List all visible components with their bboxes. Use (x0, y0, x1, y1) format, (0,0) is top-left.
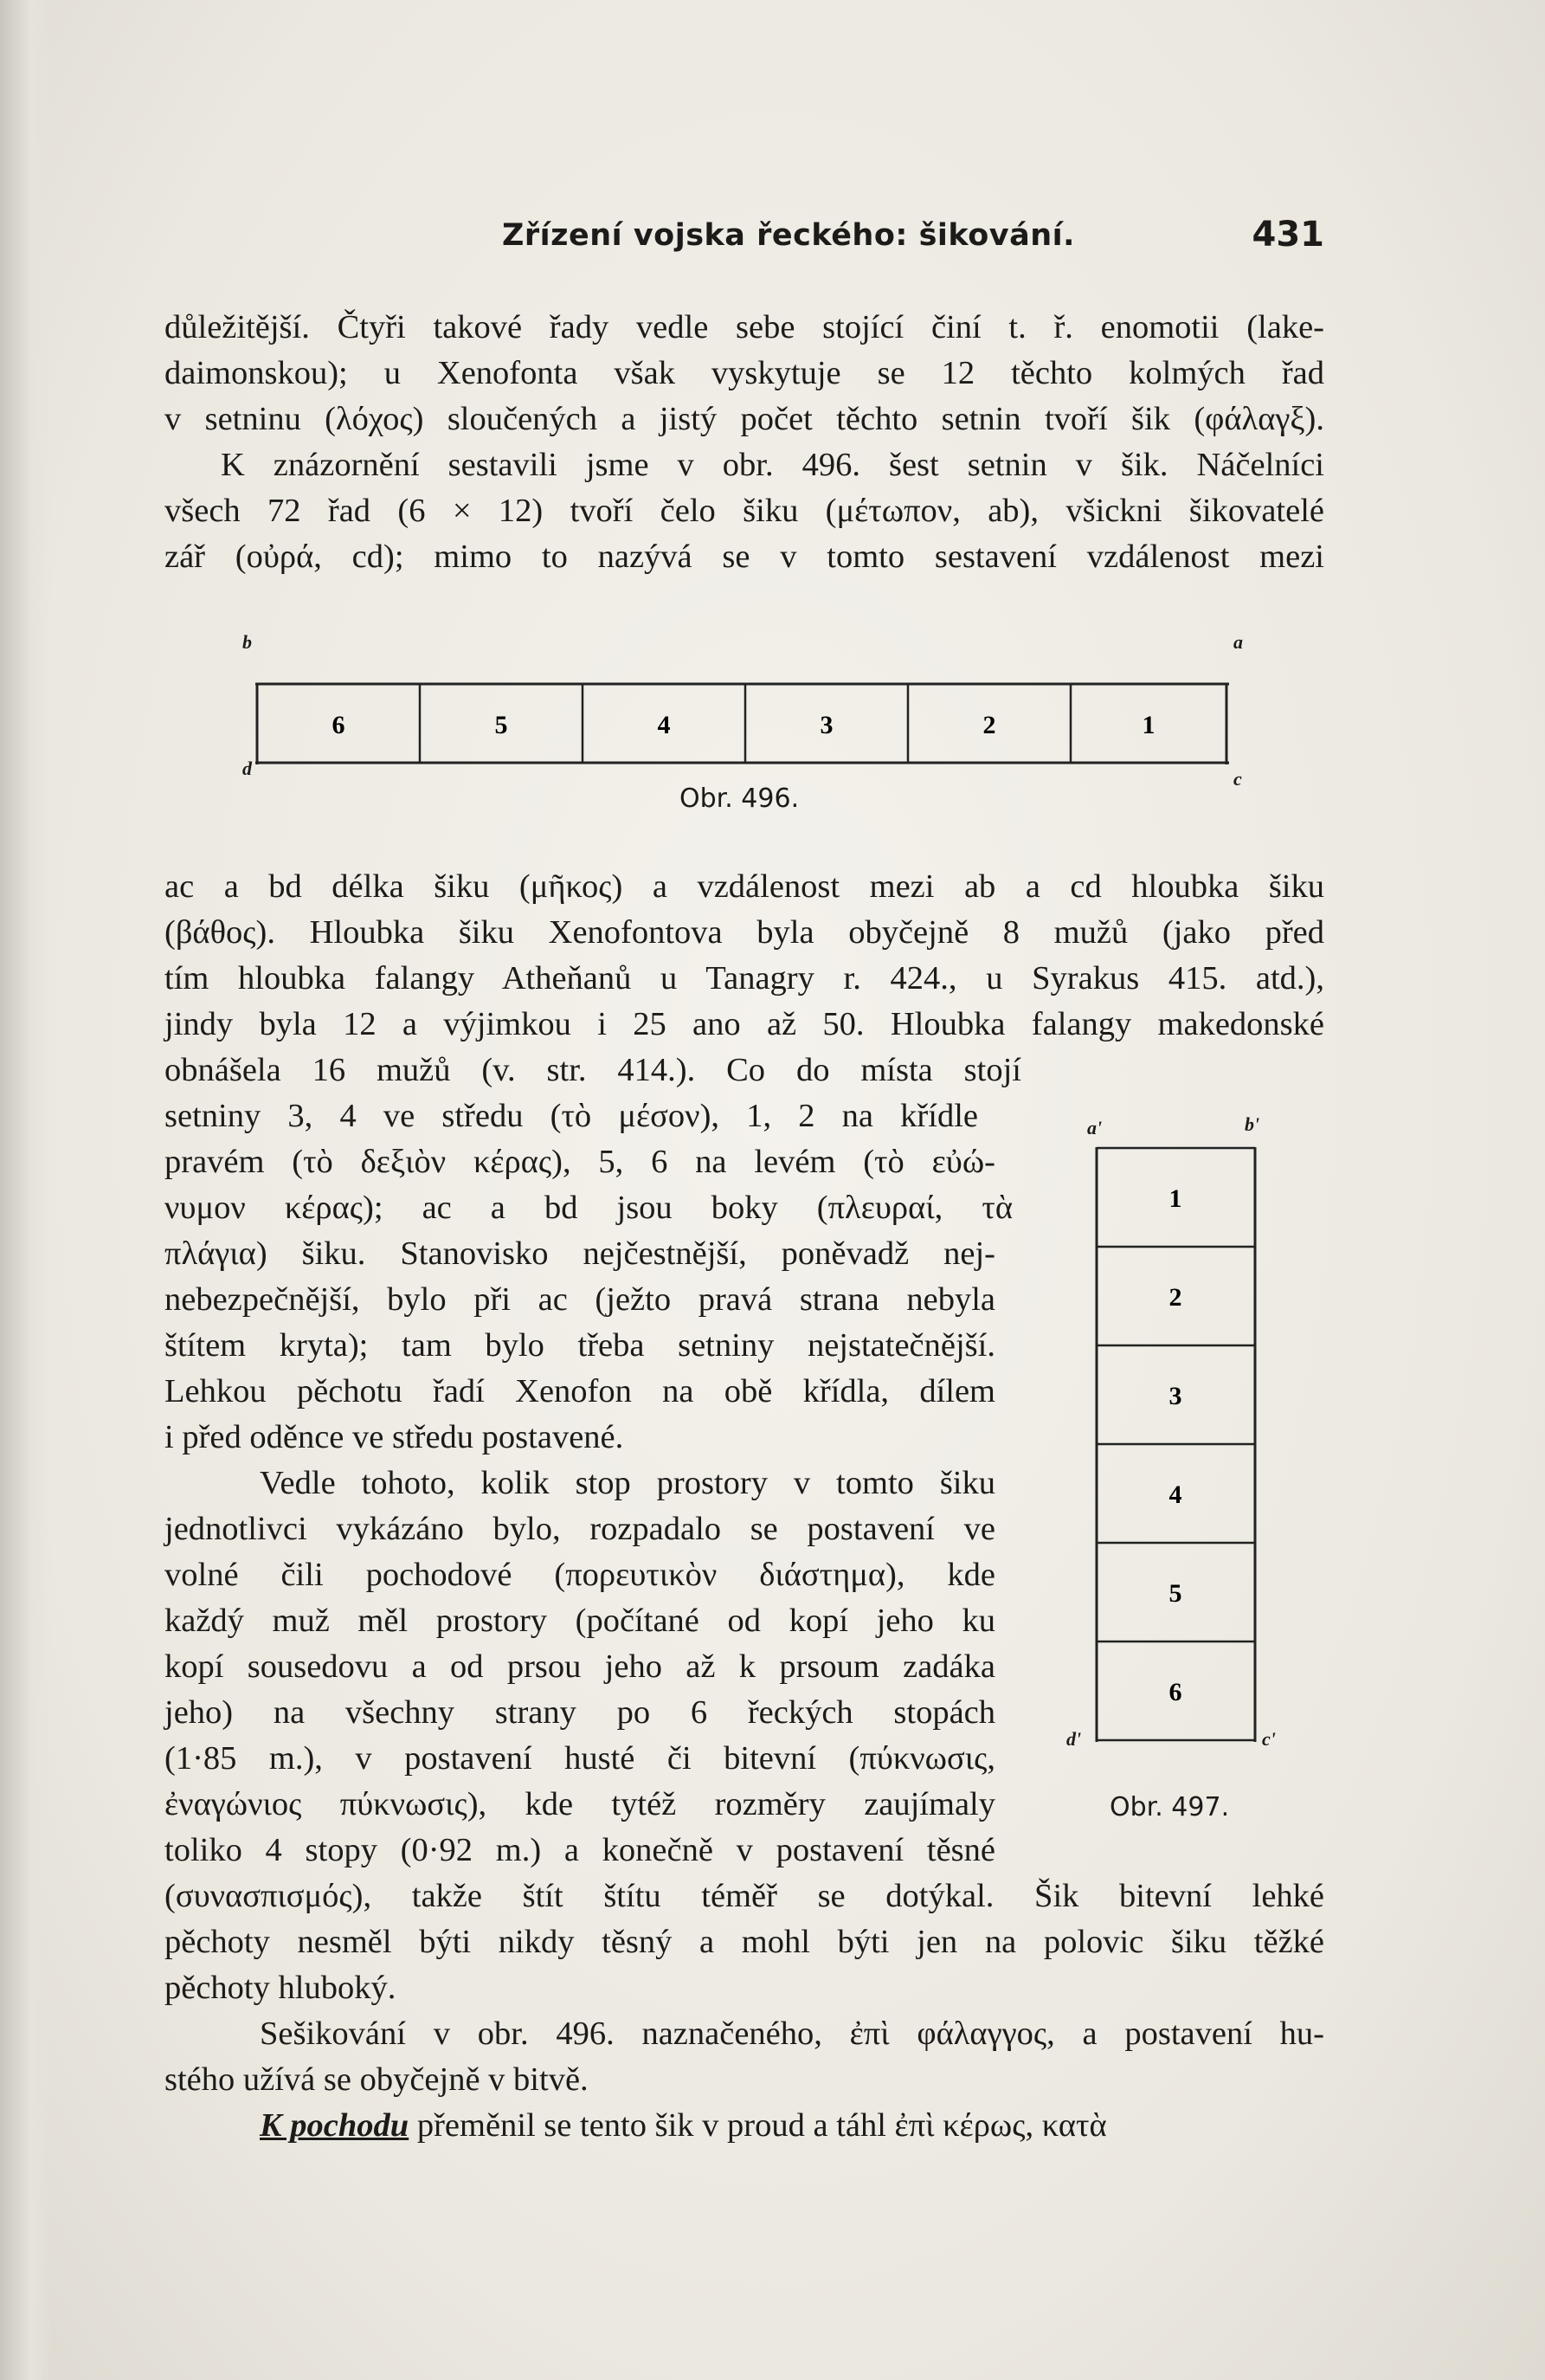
running-header (164, 215, 1324, 270)
unit-cell-6: 6 (1168, 1678, 1182, 1706)
unit-cell-3: 3 (820, 711, 834, 739)
corner-label-a-prime: a' (1087, 1117, 1103, 1138)
text-line: (συνασπισμός), takže štít štítu téměř se dotýkal. Šik bitevní lehké (164, 1878, 1324, 1914)
text-line: Sešikování v obr. 496. naznačeného, ἐπὶ φάλαγγος, a postavení hu- (260, 2016, 1324, 2052)
text-run: přeměnil se tento šik v proud a táhl ἐπὶ κέρως, κατὰ (409, 2107, 1107, 2144)
corner-label-a: a (1233, 631, 1243, 653)
text-line (164, 2103, 1324, 2149)
text-line: každý muž měl prostory (počítané od kopí jeho ku (164, 1603, 995, 1639)
text-line: (βάθος). Hloubka šiku Xenofontova byla obyčejně 8 mužů (jako před (164, 914, 1324, 951)
figure-caption: Obr. 497. (1110, 1792, 1230, 1822)
emphasis-lead: K pochodu (260, 2107, 409, 2144)
page-edge-shadow (0, 0, 52, 2380)
unit-cell-1: 1 (1142, 711, 1156, 739)
text-line: K znázornění sestavili jsme v obr. 496. šest setnin v šik. Náčelníci (221, 447, 1324, 483)
unit-cell-3: 3 (1168, 1382, 1182, 1410)
text-line: všech 72 řad (6 × 12) tvoří čelo šiku (μέτωπον, ab), všickni šikovatelé (164, 493, 1324, 529)
corner-label-b: b (242, 631, 252, 653)
unit-cell-2: 2 (1168, 1283, 1182, 1312)
text-line: pěchoty nesměl býti nikdy těsný a mohl býti jen na polovic šiku těžké (164, 1924, 1324, 1960)
paragraph-2-continued (164, 1048, 1021, 1461)
figure-caption: Obr. 496. (679, 784, 800, 814)
text-line: setniny 3, 4 ve středu (τὸ μέσον), 1, 2 na křídle (164, 1098, 978, 1134)
text-line: pěchoty hluboký. (164, 1970, 396, 2006)
text-line: volné čili pochodové (πορευτικὸν διάστημα), kde (164, 1557, 995, 1593)
text-line: zář (οὐρά, cd); mimo to nazývá se v tomto sestavení vzdálenost mezi (164, 539, 1324, 575)
page-number: 431 (1252, 215, 1324, 255)
figure-497 (1065, 1113, 1290, 1835)
text-line: jindy byla 12 a výjimkou i 25 ano až 50. Hloubka falangy makedonské (164, 1006, 1324, 1042)
figure-496 (238, 628, 1242, 827)
text-line: Lehkou pěchotu řadí Xenofon na obě křídla, dílem (164, 1373, 995, 1409)
corner-label-b-prime: b' (1245, 1113, 1260, 1135)
paragraph-4 (164, 2011, 1324, 2103)
unit-cell-2: 2 (982, 711, 996, 739)
unit-cell-1: 1 (1168, 1184, 1182, 1213)
paragraph-1 (164, 305, 1324, 580)
text-line: nebezpečnější, bylo při ac (ježto pravá strana nebyla (164, 1281, 995, 1318)
text-line: πλάγια) šiku. Stanovisko nejčestnější, poněvadž nej- (164, 1235, 995, 1272)
text-line: jednotlivci vykázáno bylo, rozpadalo se postavení ve (164, 1511, 995, 1547)
formation-diagram (238, 654, 1242, 784)
column-formation-diagram (1065, 1143, 1290, 1749)
text-line: pravém (τὸ δεξιὸν κέρας), 5, 6 na levém (τὸ εὐώ- (164, 1144, 995, 1180)
text-line: v setninu (λόχος) sloučených a jistý počet těchto setnin tvoří šik (φάλαγξ). (164, 401, 1324, 437)
text-line: daimonskou); u Xenofonta však vyskytuje se 12 těchto kolmých řad (164, 355, 1324, 391)
corner-label-c-prime: c' (1262, 1728, 1276, 1750)
text-line: (1·85 m.), v postavení husté či bitevní (πύκνωσις, (164, 1740, 995, 1777)
paragraph-3 (164, 1461, 995, 1874)
paragraph-5 (164, 2103, 1324, 2149)
text-line: ἐναγώνιος πύκνωσις), kde tytéž rozměry zaujímaly (164, 1786, 995, 1822)
unit-cell-4: 4 (657, 711, 671, 739)
text-line: νυμον κέρας); ac a bd jsou boky (πλευραί, τὰ (164, 1190, 1013, 1226)
text-line: i před oděnce ve středu postavené. (164, 1419, 624, 1455)
text-line: štítem kryta); tam bylo třeba setniny nejstatečnější. (164, 1327, 995, 1364)
text-line: jeho) na všechny strany po 6 řeckých stopách (164, 1694, 995, 1731)
text-line: toliko 4 stopy (0·92 m.) a konečně v postavení těsné (164, 1832, 995, 1868)
paragraph-2 (164, 864, 1324, 1048)
unit-cell-5: 5 (1168, 1579, 1182, 1608)
unit-cell-6: 6 (332, 711, 345, 739)
paragraph-3-continued (164, 1874, 1324, 2011)
corner-label-c: c (1233, 768, 1242, 790)
text-line: ac a bd délka šiku (μῆκος) a vzdálenost mezi ab a cd hloubka šiku (164, 868, 1324, 905)
unit-cell-5: 5 (494, 711, 508, 739)
corner-label-d-prime: d' (1066, 1728, 1082, 1750)
text-line: Vedle tohoto, kolik stop prostory v tomto šiku (260, 1465, 995, 1501)
text-line: obnášela 16 mužů (v. str. 414.). Co do místa stojí (164, 1052, 1021, 1088)
text-line: stého užívá se obyčejně v bitvě. (164, 2061, 589, 2098)
unit-cell-4: 4 (1168, 1480, 1182, 1509)
header-title: Zřízení vojska řeckého: šikování. (502, 218, 1075, 253)
text-line: důležitější. Čtyři takové řady vedle sebe stojící činí t. ř. enomotii (lake- (164, 309, 1324, 345)
text-line: tím hloubka falangy Atheňanů u Tanagry r. 424., u Syrakus 415. atd.), (164, 960, 1324, 997)
text-line: kopí sousedovu a od prsou jeho až k prsoum zadáka (164, 1648, 995, 1685)
corner-label-d: d (242, 758, 252, 779)
